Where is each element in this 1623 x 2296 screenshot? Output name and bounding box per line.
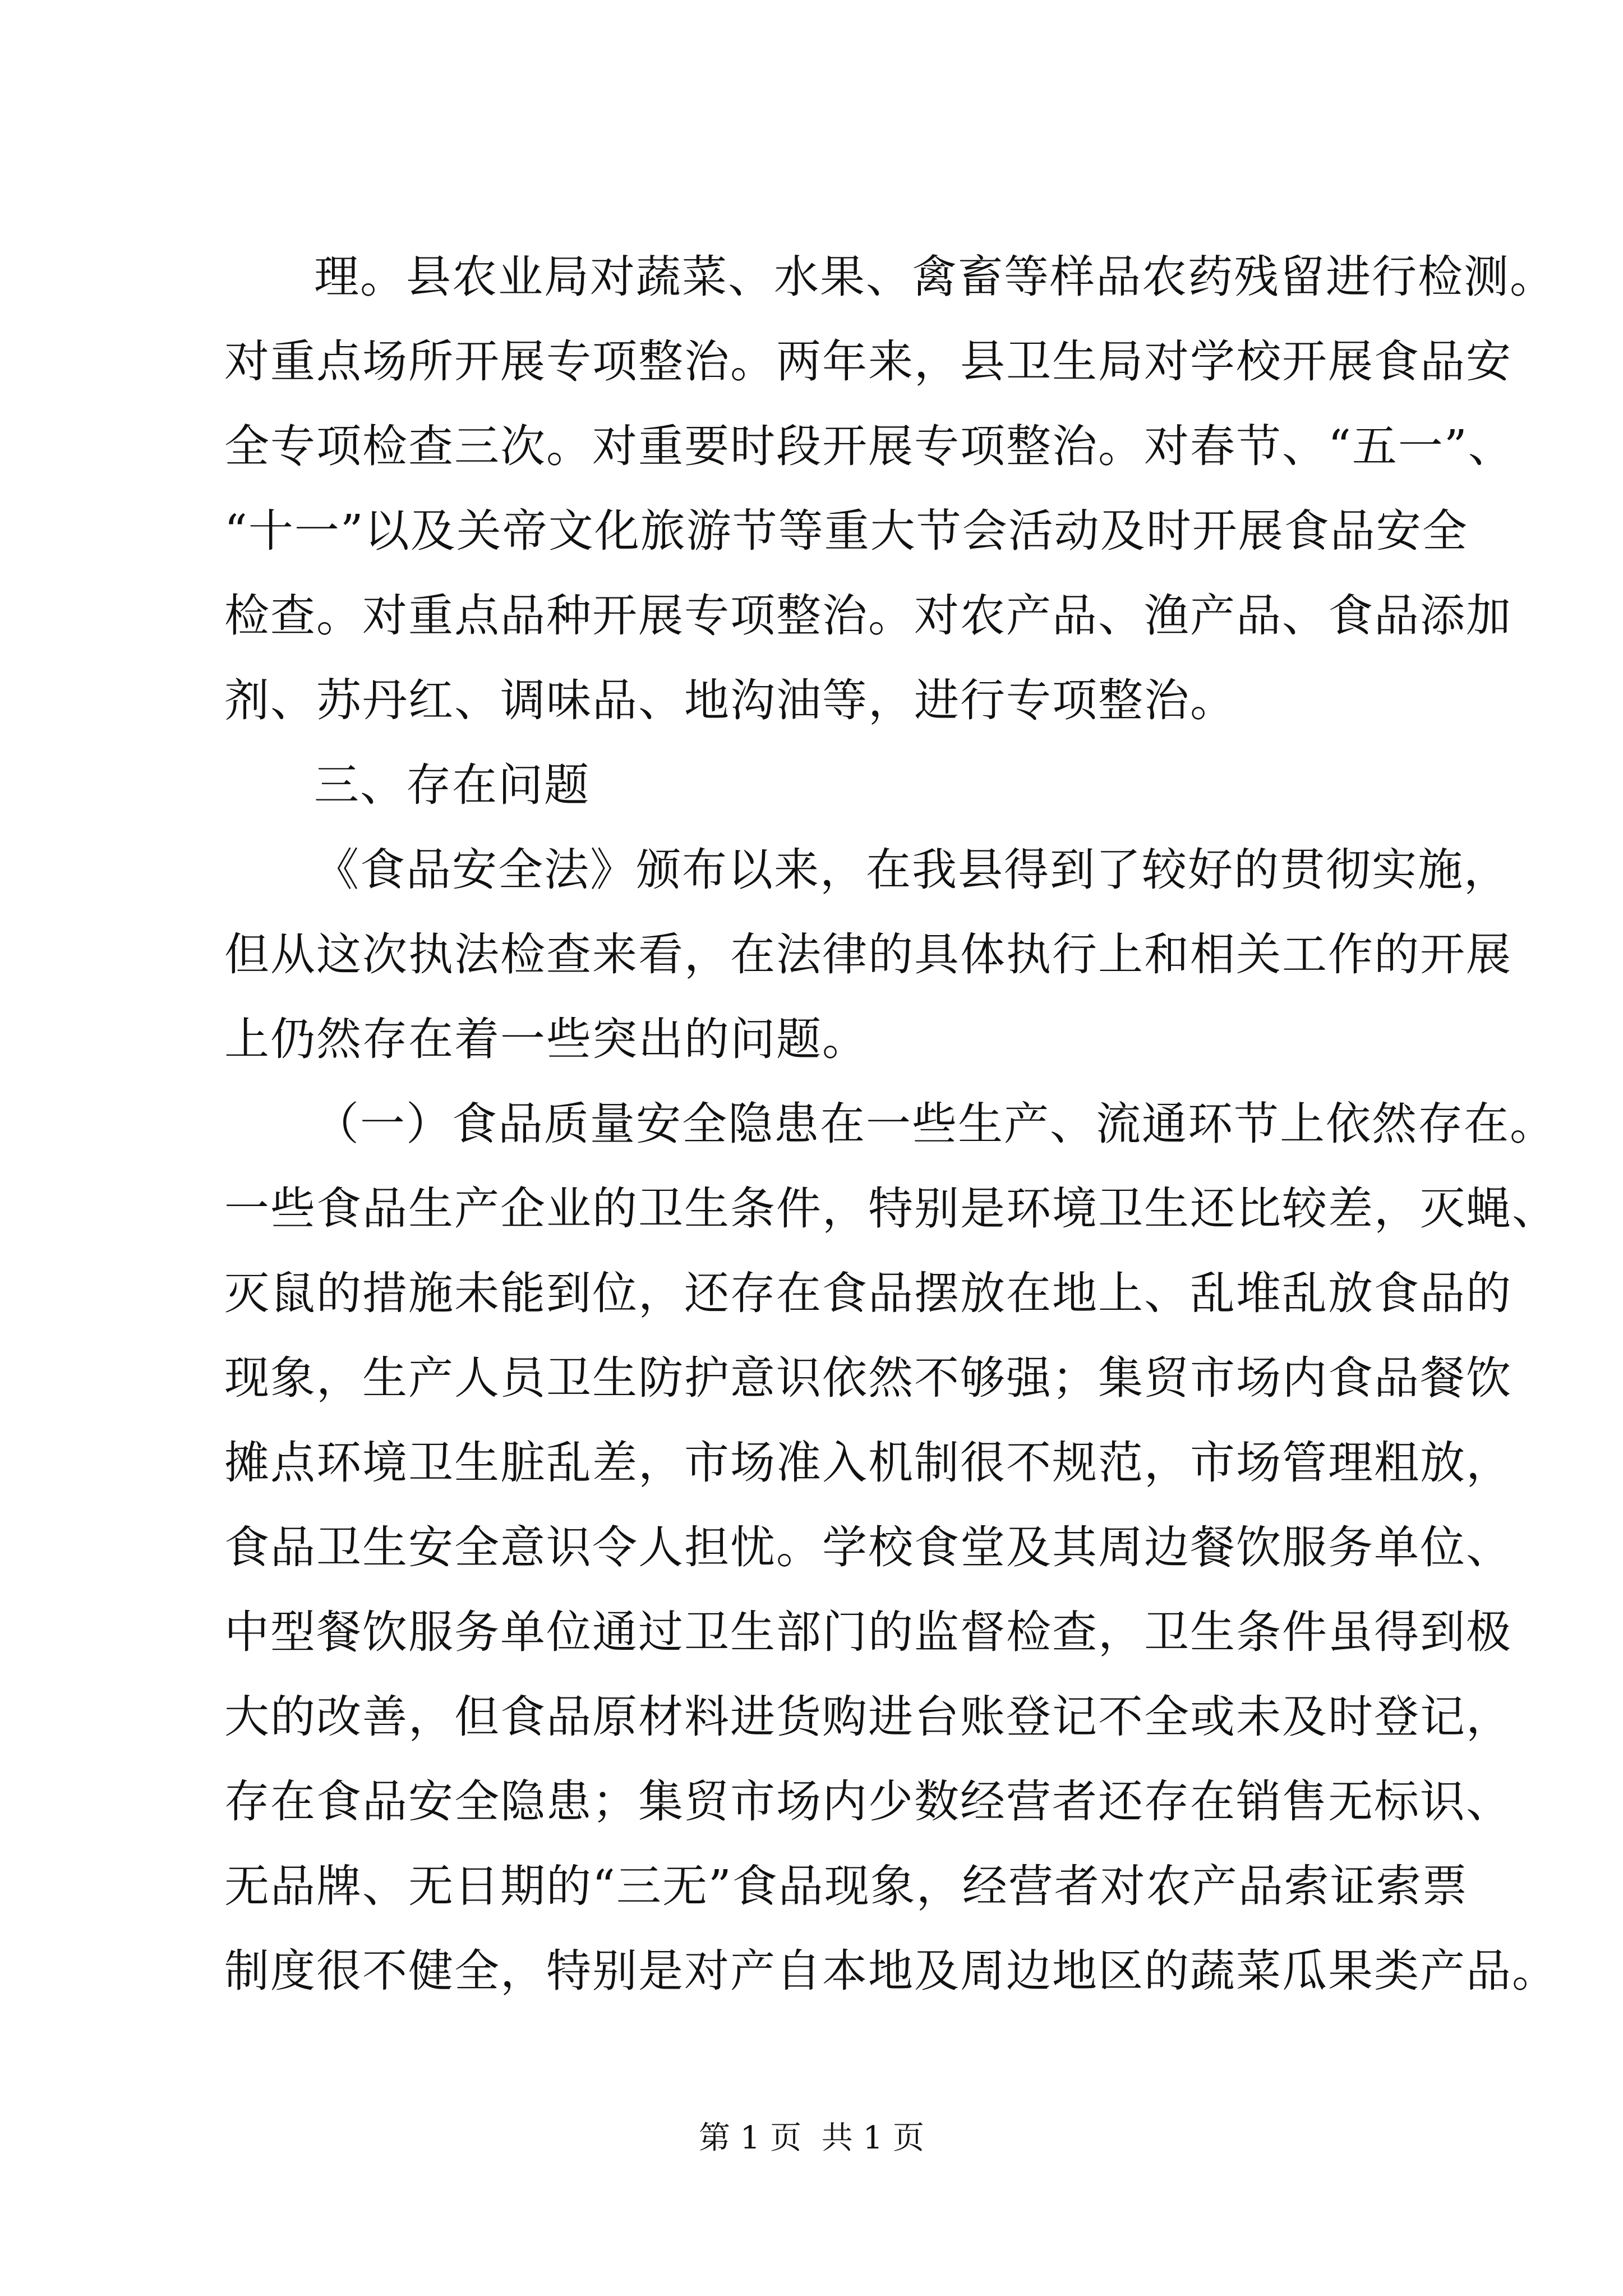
text-line: 全专项检查三次。对重要时段开展专项整治。对春节、“五一”、: [224, 420, 1514, 472]
text-line: 大的改善，但食品原材料进货购进台账登记不全或未及时登记，: [224, 1691, 1512, 1743]
text-line: 中型餐饮服务单位通过卫生部门的监督检查，卫生条件虽得到极: [224, 1606, 1512, 1658]
text-line: 《食品安全法》颁布以来，在我县得到了较好的贯彻实施，: [314, 844, 1510, 896]
text-line: 存在食品安全隐患；集贸市场内少数经营者还存在销售无标识、: [224, 1775, 1512, 1828]
text-line: 检查。对重点品种开展专项整治。对农产品、渔产品、食品添加: [224, 590, 1512, 642]
text-line: 现象，生产人员卫生防护意识依然不够强；集贸市场内食品餐饮: [224, 1352, 1512, 1404]
text-line: 无品牌、无日期的“三无”食品现象，经营者对农产品索证索票: [224, 1860, 1468, 1912]
subsection-line: （一）食品质量安全隐患在一些生产、流通环节上依然存在。: [314, 1098, 1556, 1150]
text-line: 剂、苏丹红、调味品、地沟油等，进行专项整治。: [224, 674, 1236, 726]
body-text: [224, 234, 1558, 2013]
text-line: “十一”以及关帝文化旅游节等重大节会活动及时开展食品安全: [224, 505, 1468, 557]
text-line: 制度很不健全，特别是对产自本地及周边地区的蔬菜瓜果类产品。: [224, 1945, 1558, 1997]
text-line: 理。县农业局对蔬菜、水果、禽畜等样品农药残留进行检测。: [314, 251, 1556, 303]
text-line: 一些食品生产企业的卫生条件，特别是环境卫生还比较差，灭蝇、: [224, 1182, 1558, 1235]
section-heading: 三、存在问题: [314, 759, 590, 811]
text-line: 灭鼠的措施未能到位，还存在食品摆放在地上、乱堆乱放食品的: [224, 1267, 1512, 1319]
text-line: 但从这次执法检查来看，在法律的具体执行上和相关工作的开展: [224, 928, 1512, 981]
text-line: 上仍然存在着一些突出的问题。: [224, 1013, 868, 1065]
text-line: 对重点场所开展专项整治。两年来，县卫生局对学校开展食品安: [224, 335, 1512, 388]
text-line: 摊点环境卫生脏乱差，市场准入机制很不规范，市场管理粗放，: [224, 1437, 1512, 1489]
text-line: 食品卫生安全意识令人担忧。学校食堂及其周边餐饮服务单位、: [224, 1521, 1512, 1573]
page-footer: 第 1 页 共 1 页: [698, 2120, 925, 2156]
